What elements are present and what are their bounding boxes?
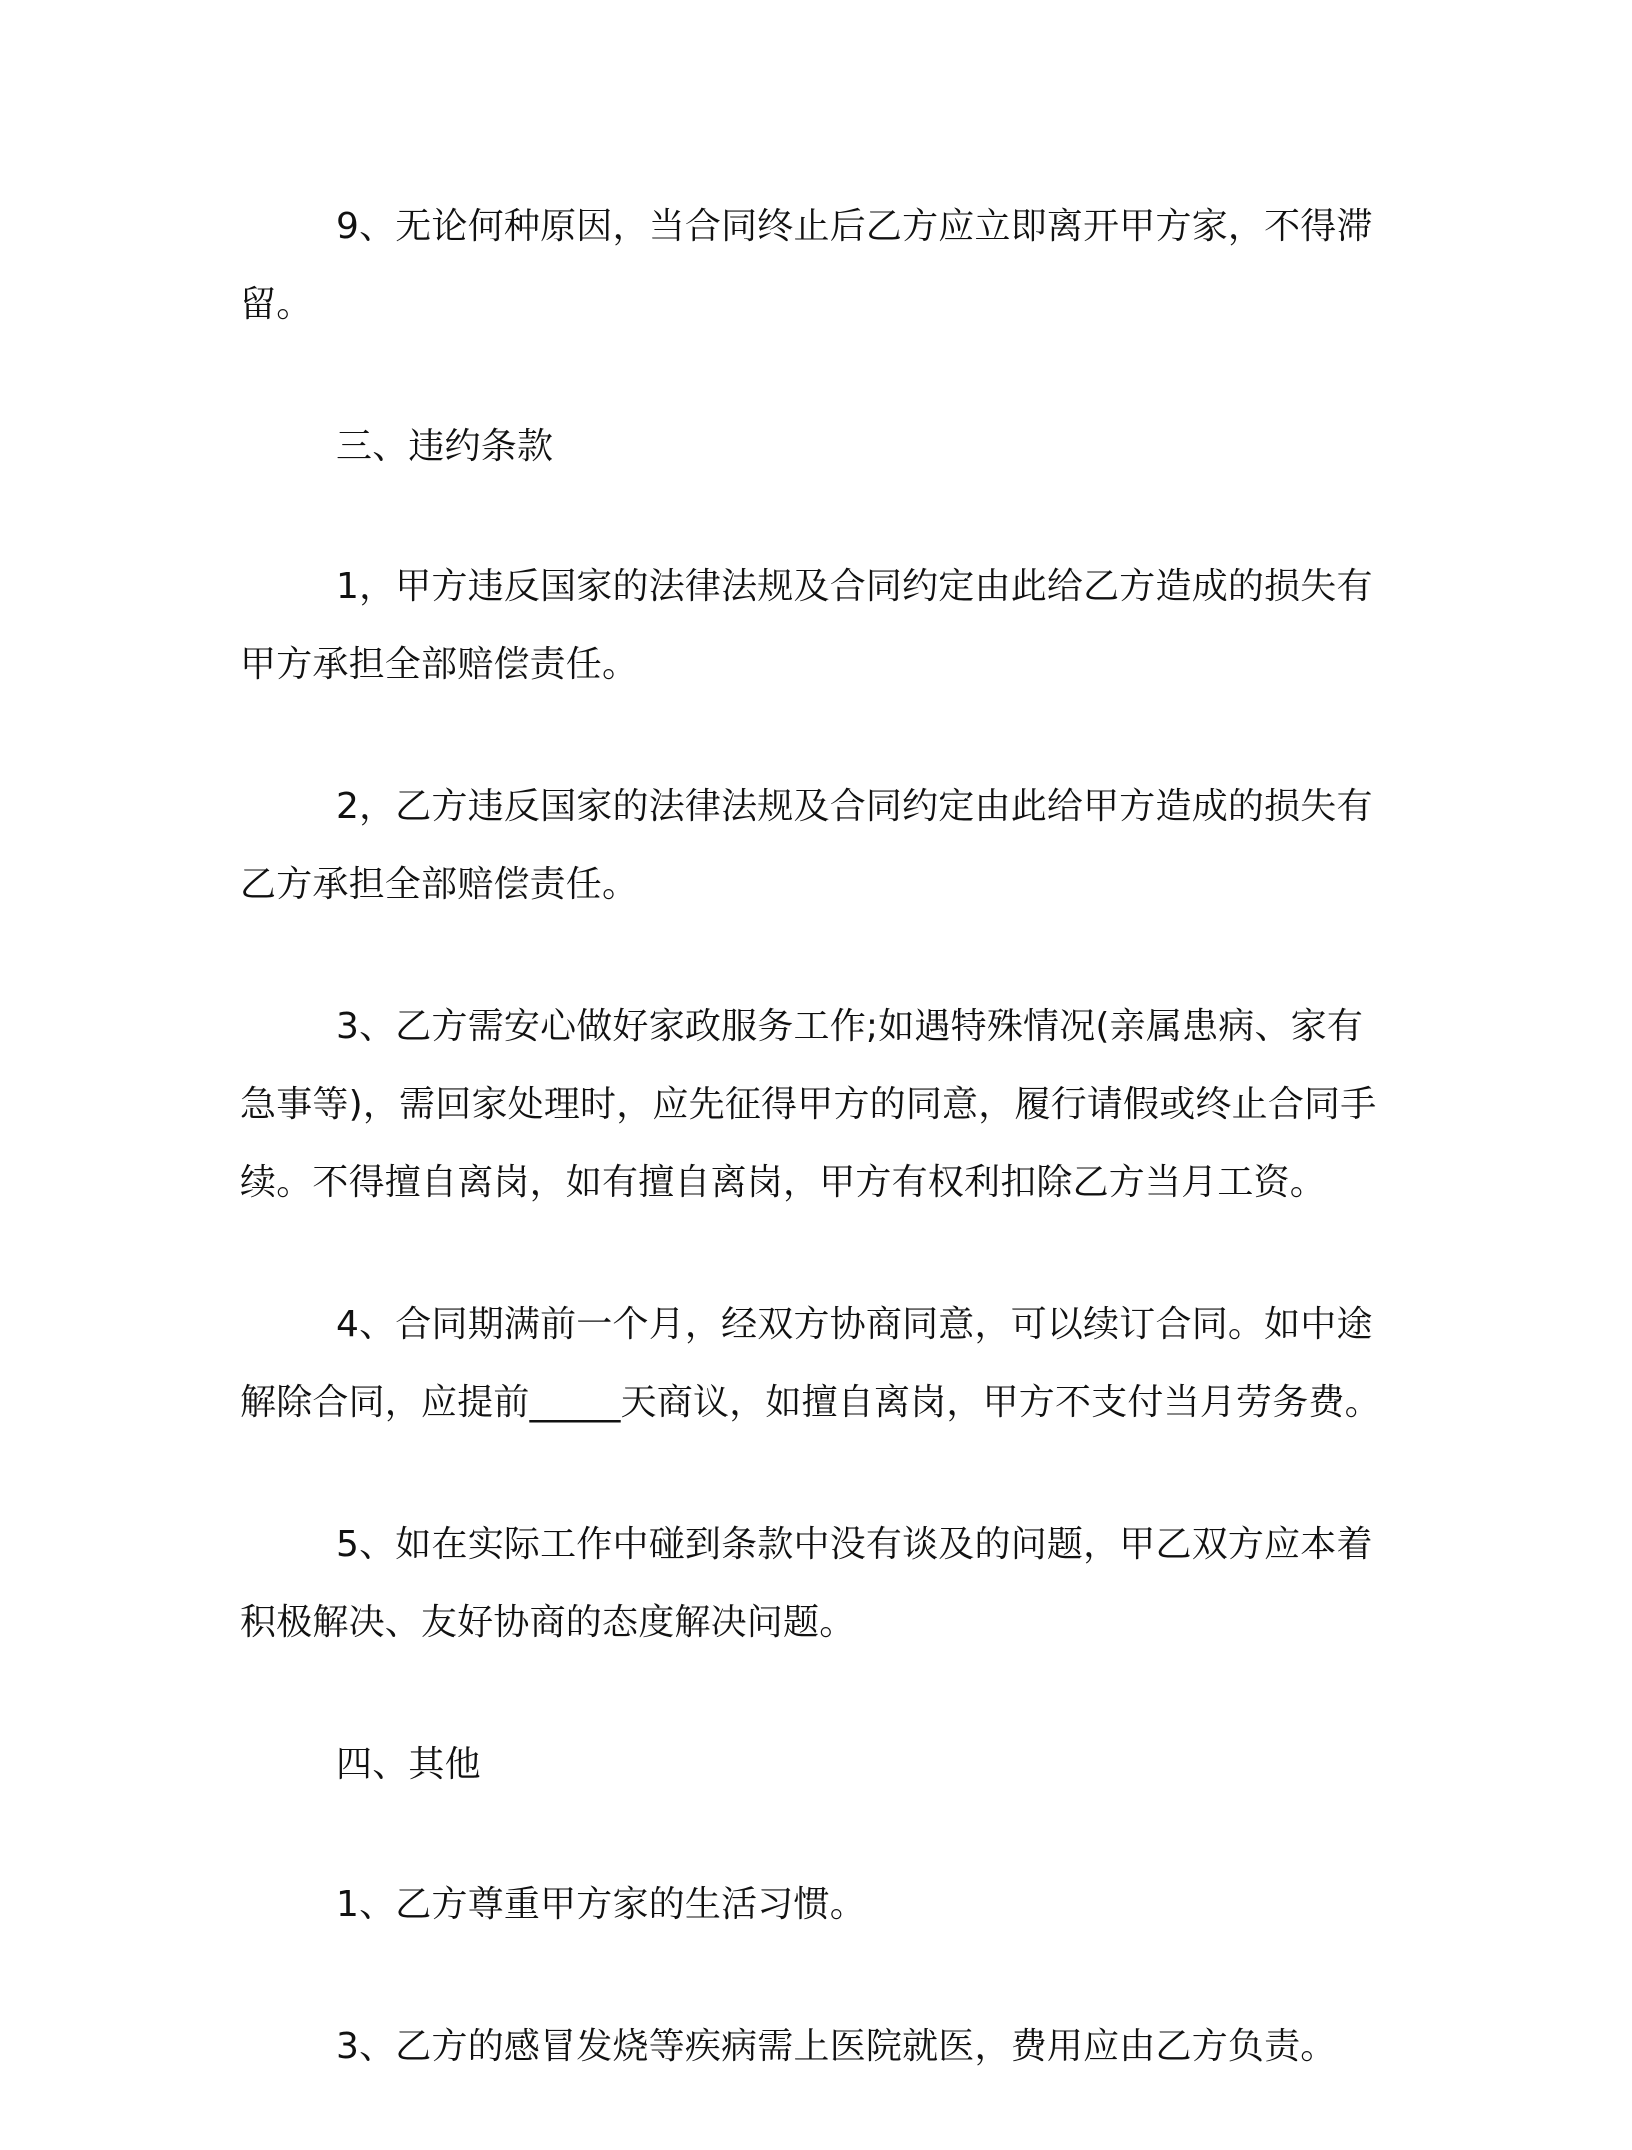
section-breach-heading: 三、违约条款	[336, 426, 554, 467]
breach-clause-5-paragraph: 5、如在实际工作中碰到条款中没有谈及的问题，甲乙双方应本着积极解决、友好协商的态度解决问题。	[240, 1524, 1373, 1643]
clause-9-paragraph: 9、无论何种原因，当合同终止后乙方应立即离开甲方家，不得滞留。	[240, 206, 1373, 325]
section-other-heading: 四、其他	[336, 1744, 481, 1785]
other-clause-1-paragraph: 1、乙方尊重甲方家的生活习惯。	[336, 1884, 866, 1925]
document-body	[240, 188, 1392, 2150]
breach-clause-3-paragraph: 3、乙方需安心做好家政服务工作;如遇特殊情况(亲属患病、家有急事等)，需回家处理时，应先征得甲方的同意，履行请假或终止合同手续。不得擅自离岗，如有擅自离岗，甲方有权利扣除乙方当月工资。	[240, 1006, 1377, 1203]
other-clause-3-paragraph: 3、乙方的感冒发烧等疾病需上医院就医，费用应由乙方负责。	[336, 2026, 1337, 2067]
breach-clause-1-paragraph: 1，甲方违反国家的法律法规及合同约定由此给乙方造成的损失有甲方承担全部赔偿责任。	[240, 566, 1373, 685]
breach-clause-2-paragraph: 2，乙方违反国家的法律法规及合同约定由此给甲方造成的损失有乙方承担全部赔偿责任。	[240, 786, 1373, 905]
breach-clause-4-paragraph: 4、合同期满前一个月，经双方协商同意，可以续订合同。如中途解除合同，应提前_____天商议，如擅自离岗，甲方不支付当月劳务费。	[240, 1304, 1381, 1423]
